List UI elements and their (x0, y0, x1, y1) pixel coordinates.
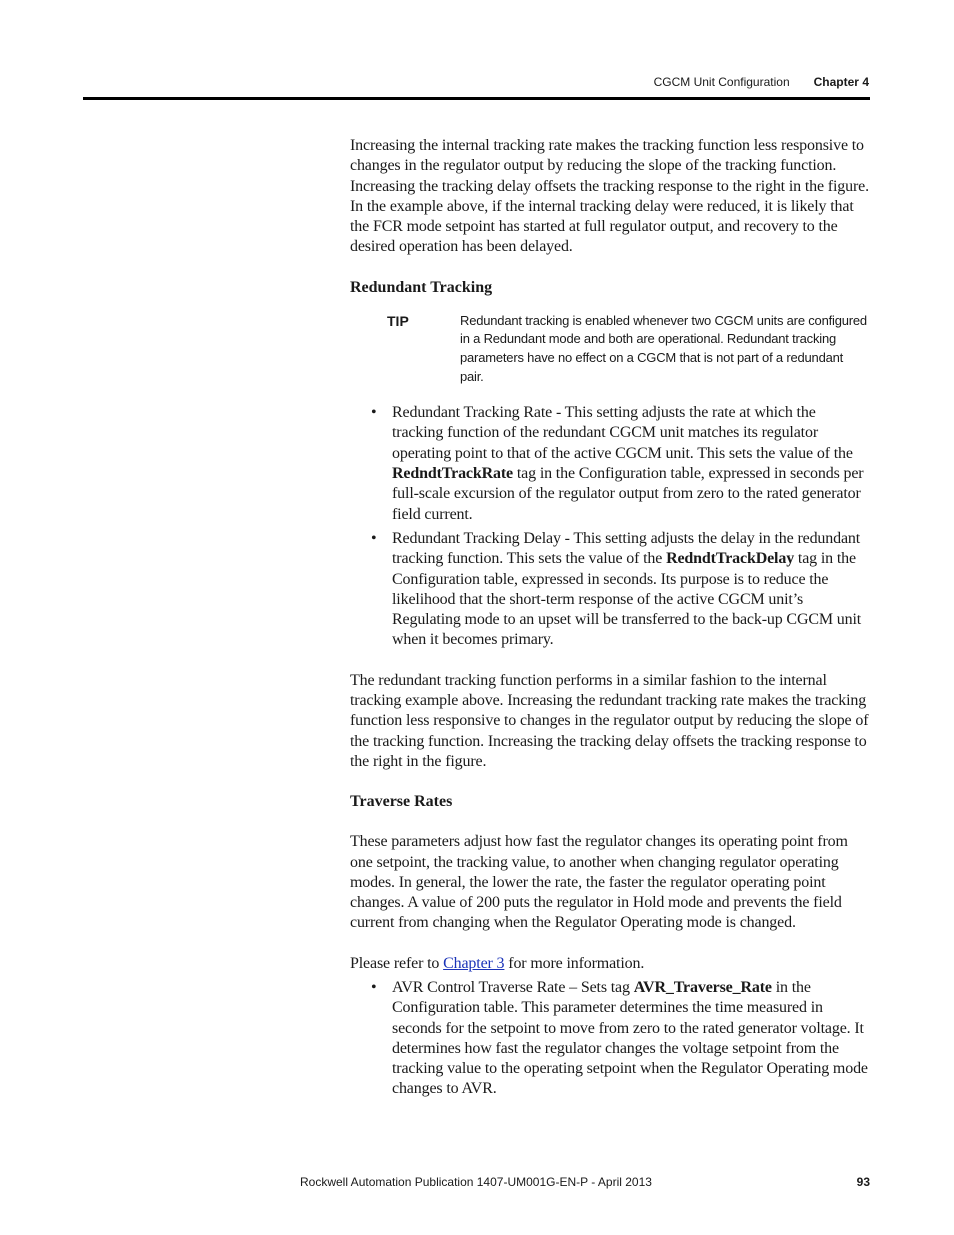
chapter-3-link[interactable]: Chapter 3 (443, 954, 505, 972)
running-header (654, 75, 869, 89)
traverse-bullets (350, 978, 870, 1100)
redundant-bullets (350, 403, 870, 651)
redundant-summary-paragraph: The redundant tracking function performs in a similar fashion to the internal tracking example above. Increasing the redundant tracking rate makes the tracking function less responsive to changes in the regulator output by reducing the slope of the tracking function. Increasing the tracking delay offsets the tracking response to the right in the figure. (350, 671, 869, 770)
tag-avr-traverse-rate: AVR_Traverse_Rate (633, 978, 772, 996)
footer-publication: Rockwell Automation Publication 1407-UM001G-EN-P - April 2013 (300, 1175, 652, 1189)
header-rule (83, 97, 870, 100)
bullet-icon: • (371, 529, 377, 547)
traverse-paragraph: These parameters adjust how fast the regulator changes its operating point from one setpoint, the tracking value, to another when changing regulator operating modes. In general, the lower the rate, the faster the regulator operating point changes. A value of 200 puts the regulator in Hold mode and prevents the field current from changing when the Regulator Operating mode is changed. (350, 833, 848, 932)
bullet-icon: • (371, 404, 377, 422)
bullet-redundant-delay: • Redundant Tracking Delay - This setting adjusts the delay in the redundant tracking function. This sets the value of the RedndtTrackDelay tag in the Configuration table, expressed in seconds. Its purpose is to reduce the likelihood that the short-term response of the active CGCM unit’s Regulating mode to an upset will be transferred to the back-up CGCM unit when it becomes primary. (371, 529, 862, 649)
tip-label: TIP (387, 312, 409, 329)
bullet-avr-traverse-rate: • AVR Control Traverse Rate – Sets tag AVR_Traverse_Rate in the Configuration table. This parameter determines the time measured in seconds for the setpoint to move from zero to the rated generator voltage. It determines how fast the regulator changes the voltage setpoint from the tracking value to the operating setpoint when the Regulator Operating mode changes to AVR. (371, 978, 868, 1098)
tip-text: Redundant tracking is enabled whenever two CGCM units are configured in a Redundant mode and both are operational. Redundant tracking parameters have no effect on a CGCM that is not part of a redundant pair. (460, 312, 867, 384)
heading-traverse-rates: Traverse Rates (350, 793, 453, 811)
bullet-icon: • (371, 978, 377, 996)
tag-redndt-track-delay: RedndtTrackDelay (666, 550, 795, 568)
heading-redundant-tracking: Redundant Tracking (350, 278, 493, 296)
refer-paragraph: Please refer to Chapter 3 for more information. (350, 954, 645, 972)
tag-redndt-track-rate: RedndtTrackRate (392, 465, 514, 483)
page-number: 93 (856, 1175, 870, 1189)
header-section-title: CGCM Unit Configuration (653, 75, 790, 89)
header-chapter: Chapter 4 (813, 75, 869, 89)
intro-paragraph: Increasing the internal tracking rate makes the tracking function less responsive to changes in the regulator output by reducing the slope of the tracking function. Increasing the tracking delay offsets the tracking response to the right in the figure. In the example above, if the internal tracking delay were reduced, it is likely that the FCR mode setpoint has started at full regulator output, and recovery to the desired operation has been delayed. (350, 137, 869, 256)
main-content (350, 136, 870, 1100)
tip-box (387, 312, 870, 386)
bullet-redundant-rate: • Redundant Tracking Rate - This setting adjusts the rate at which the tracking function of the redundant CGCM unit matches its regulator operating point to that of the active CGCM unit. This sets the value of the RedndtTrackRate tag in the Configuration table, expressed in seconds per full-scale excursion of the regulator output from zero to the rated generator field current. (371, 404, 864, 523)
